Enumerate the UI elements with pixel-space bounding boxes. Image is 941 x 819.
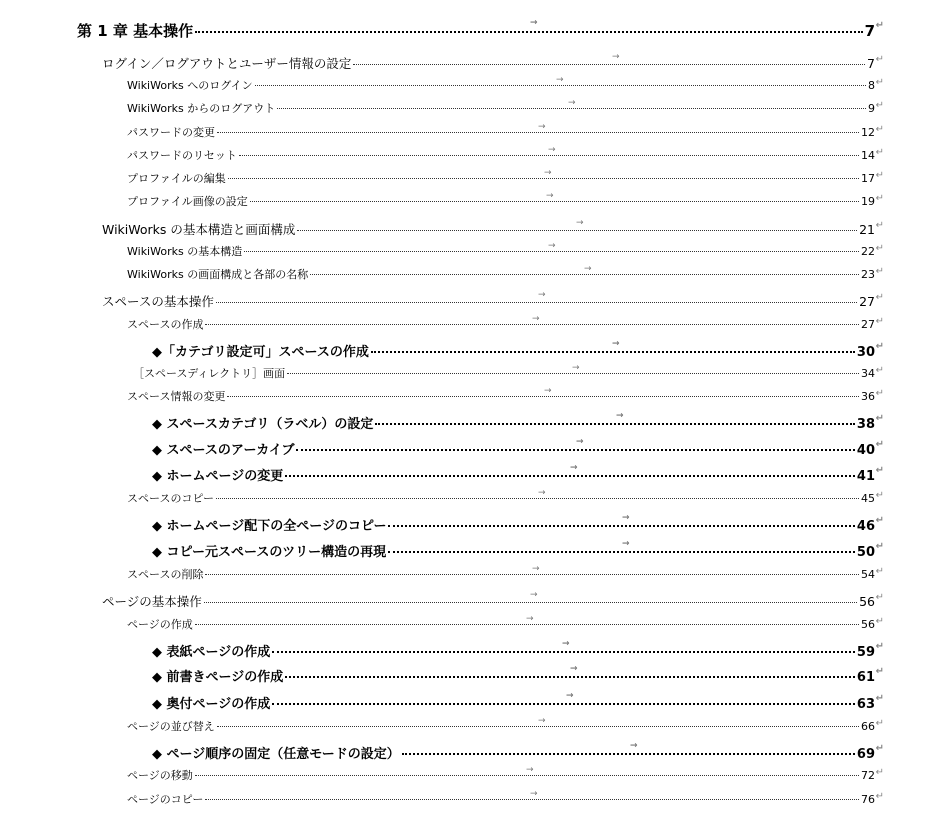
toc-entry[interactable] (152, 664, 884, 685)
toc-entry-title: スペースの基本操作 (102, 294, 214, 309)
paragraph-return-icon: ↵ (875, 616, 884, 627)
toc-entry-page: 54 (861, 568, 875, 581)
toc-entry-title: ページの並び替え (127, 720, 215, 733)
dot-leader (402, 753, 855, 755)
toc-entry-title: プロファイル画像の設定 (127, 195, 248, 208)
toc-entry-title: スペースの削除 (127, 568, 204, 581)
dot-leader (195, 31, 862, 33)
toc-entry-title: ◆ 前書きページの作成 (152, 670, 284, 685)
dot-leader (388, 551, 855, 553)
toc-entry[interactable] (127, 145, 884, 163)
toc-entry-page: 22 (861, 245, 875, 258)
toc-entry[interactable] (152, 639, 884, 660)
tab-mark-icon: → (562, 639, 570, 649)
toc-entry-title: パスワードのリセット (127, 149, 237, 162)
toc-entry[interactable] (152, 513, 884, 534)
toc-entry-page: 8 (868, 79, 875, 92)
toc-entry[interactable] (127, 614, 884, 632)
paragraph-return-icon: ↵ (875, 388, 884, 399)
dot-leader (195, 624, 859, 625)
paragraph-return-icon: ↵ (875, 193, 884, 204)
dot-leader (296, 449, 854, 451)
tab-mark-icon: → (612, 52, 620, 62)
dot-leader (250, 201, 859, 202)
dot-leader (297, 230, 857, 231)
toc-entry-page: 21 (859, 222, 875, 237)
tab-mark-icon: → (530, 590, 538, 600)
toc-entry[interactable] (102, 590, 884, 610)
toc-entry-page: 45 (861, 492, 875, 505)
toc-entry-title: ［スペースディレクトリ］画面 (133, 367, 286, 380)
toc-entry[interactable] (127, 386, 884, 404)
tab-mark-icon: → (622, 513, 630, 523)
toc-entry[interactable] (127, 191, 884, 209)
toc-entry-title: ページの基本操作 (102, 594, 202, 609)
toc-entry-title: ◆ 表紙ページの作成 (152, 645, 271, 660)
toc-entry-title: ログイン／ログアウトとユーザー情報の設定 (102, 56, 352, 71)
dot-leader (353, 64, 865, 65)
paragraph-return-icon: ↵ (875, 292, 884, 303)
toc-entry[interactable] (152, 741, 884, 762)
toc-entry-title: ◆ ホームページの変更 (152, 469, 284, 484)
toc-entry-title: ◆ ページ順序の固定（任意モードの設定） (152, 747, 400, 762)
paragraph-return-icon: ↵ (875, 439, 884, 450)
toc-entry[interactable] (127, 765, 884, 783)
toc-entry-page: 59 (856, 645, 875, 660)
paragraph-return-icon: ↵ (875, 791, 884, 802)
tab-mark-icon: → (538, 488, 546, 498)
paragraph-return-icon: ↵ (875, 77, 884, 88)
paragraph-return-icon: ↵ (875, 266, 884, 277)
toc-entry[interactable] (127, 241, 884, 259)
paragraph-return-icon: ↵ (875, 54, 884, 65)
toc-entry-title: スペースの作成 (127, 318, 204, 331)
toc-entry-page: 14 (861, 149, 875, 162)
tab-mark-icon: → (538, 290, 546, 300)
paragraph-return-icon: ↵ (875, 490, 884, 501)
paragraph-return-icon: ↵ (875, 641, 884, 652)
toc-entry-page: 76 (861, 793, 875, 806)
paragraph-return-icon: ↵ (875, 124, 884, 135)
paragraph-return-icon: ↵ (875, 100, 884, 111)
tab-mark-icon: → (532, 314, 540, 324)
toc-entry-title: ページのコピー (127, 793, 204, 806)
paragraph-return-icon: ↵ (875, 243, 884, 254)
dot-leader (375, 423, 855, 425)
toc-entry-page: 66 (861, 720, 875, 733)
toc-entry-title: ◆「カテゴリ設定可」スペースの作成 (152, 345, 369, 360)
paragraph-return-icon: ↵ (875, 515, 884, 526)
toc-entry[interactable] (133, 363, 884, 381)
tab-mark-icon: → (538, 716, 546, 726)
toc-entry-page: 23 (861, 268, 875, 281)
toc-entry-title: パスワードの変更 (127, 126, 215, 139)
paragraph-return-icon: ↵ (875, 413, 884, 424)
tab-mark-icon: → (532, 564, 540, 574)
dot-leader (272, 651, 855, 653)
toc-entry[interactable] (127, 264, 884, 282)
tab-mark-icon: → (530, 789, 538, 799)
toc-entry-page: 38 (856, 417, 875, 432)
toc-entry[interactable] (127, 564, 884, 582)
paragraph-return-icon: ↵ (875, 767, 884, 778)
dot-leader (310, 274, 859, 275)
dot-leader (195, 775, 859, 776)
dot-leader (285, 676, 855, 678)
toc-entry-page: 36 (861, 390, 875, 403)
toc-entry-title: WikiWorks からのログアウト (127, 102, 276, 115)
toc-entry-page: 72 (861, 769, 875, 782)
tab-mark-icon: → (544, 386, 552, 396)
dot-leader (272, 703, 855, 705)
toc-entry-page: 56 (861, 618, 875, 631)
paragraph-return-icon: ↵ (875, 592, 884, 603)
toc-entry-page: 19 (861, 195, 875, 208)
toc-entry-title: WikiWorks の基本構造と画面構成 (102, 222, 296, 237)
paragraph-return-icon: ↵ (875, 566, 884, 577)
tab-mark-icon: → (570, 463, 578, 473)
toc-entry-title: ◆ スペースカテゴリ（ラベル）の設定 (152, 417, 374, 432)
tab-mark-icon: → (630, 741, 638, 751)
toc-entry-page: 40 (856, 443, 875, 458)
tab-mark-icon: → (538, 122, 546, 132)
paragraph-return-icon: ↵ (875, 365, 884, 376)
toc-entry-page: 12 (861, 126, 875, 139)
paragraph-return-icon: ↵ (875, 341, 884, 352)
toc-entry-title: ページの作成 (127, 618, 193, 631)
paragraph-return-icon: ↵ (875, 718, 884, 729)
toc-entry-title: WikiWorks の基本構造 (127, 245, 243, 258)
toc-entry-title: WikiWorks の画面構成と各部の名称 (127, 268, 309, 281)
tab-mark-icon: → (584, 264, 592, 274)
toc-entry[interactable] (127, 98, 884, 116)
toc-entry-page: 34 (861, 367, 875, 380)
dot-leader (255, 85, 866, 86)
toc-entry[interactable] (152, 691, 884, 712)
paragraph-return-icon: ↵ (875, 20, 884, 31)
toc-entry[interactable] (152, 463, 884, 484)
toc-entry-title: スペース情報の変更 (127, 390, 226, 403)
dot-leader (217, 726, 859, 727)
dot-leader (217, 132, 859, 133)
tab-mark-icon: → (566, 691, 574, 701)
tab-mark-icon: → (576, 218, 584, 228)
dot-leader (204, 602, 857, 603)
tab-mark-icon: → (548, 241, 556, 251)
dot-leader (205, 324, 859, 325)
paragraph-return-icon: ↵ (875, 170, 884, 181)
toc-entry[interactable] (127, 122, 884, 140)
toc-entry[interactable] (152, 411, 884, 432)
toc-entry[interactable] (127, 716, 884, 734)
dot-leader (216, 498, 859, 499)
toc-entry-page: 30 (856, 345, 875, 360)
toc-entry[interactable] (127, 789, 884, 807)
tab-mark-icon: → (526, 614, 534, 624)
toc-entry[interactable] (102, 290, 884, 310)
tab-mark-icon: → (526, 765, 534, 775)
dot-leader (371, 351, 855, 353)
toc-entry-title: ◆ 奥付ページの作成 (152, 697, 271, 712)
toc-entry-page: 41 (856, 469, 875, 484)
tab-mark-icon: → (576, 437, 584, 447)
paragraph-return-icon: ↵ (875, 743, 884, 754)
toc-entry[interactable] (127, 75, 884, 93)
toc-entry[interactable] (127, 314, 884, 332)
tab-mark-icon: → (612, 339, 620, 349)
toc-entry-page: 50 (856, 545, 875, 560)
tab-mark-icon: → (546, 191, 554, 201)
toc-entry-page: 69 (856, 747, 875, 762)
paragraph-return-icon: ↵ (875, 465, 884, 476)
dot-leader (227, 396, 859, 397)
toc-entry-title: ◆ スペースのアーカイブ (152, 443, 295, 458)
toc-entry-page: 7 (867, 56, 875, 71)
toc-entry[interactable] (102, 218, 884, 238)
toc-entry-page: 27 (861, 318, 875, 331)
tab-mark-icon: → (548, 145, 556, 155)
toc-entry-title: ◆ コピー元スペースのツリー構造の再現 (152, 545, 387, 560)
toc-entry[interactable] (127, 168, 884, 186)
paragraph-return-icon: ↵ (875, 316, 884, 327)
toc-entry[interactable] (152, 437, 884, 458)
tab-mark-icon: → (544, 168, 552, 178)
dot-leader (285, 475, 855, 477)
paragraph-return-icon: ↵ (875, 693, 884, 704)
tab-mark-icon: → (530, 18, 538, 28)
dot-leader (228, 178, 859, 179)
toc-entry-title: WikiWorks へのログイン (127, 79, 253, 92)
toc-entry-page: 17 (861, 172, 875, 185)
dot-leader (239, 155, 859, 156)
paragraph-return-icon: ↵ (875, 666, 884, 677)
toc-entry-page: 9 (868, 102, 875, 115)
toc-entry[interactable] (127, 488, 884, 506)
toc-entry[interactable] (77, 18, 884, 41)
toc-entry-page: 46 (856, 519, 875, 534)
toc-entry-title: スペースのコピー (127, 492, 215, 505)
tab-mark-icon: → (616, 411, 624, 421)
toc-entry-title: ページの移動 (127, 769, 193, 782)
paragraph-return-icon: ↵ (875, 147, 884, 158)
dot-leader (277, 108, 866, 109)
dot-leader (205, 799, 859, 800)
dot-leader (216, 302, 857, 303)
tab-mark-icon: → (570, 664, 578, 674)
toc-entry-title: プロファイルの編集 (127, 172, 226, 185)
toc-entry-title: ◆ ホームページ配下の全ページのコピー (152, 519, 387, 534)
dot-leader (388, 525, 854, 527)
toc-entry-page: 7 (864, 22, 875, 40)
dot-leader (244, 251, 859, 252)
toc-entry-page: 61 (856, 670, 875, 685)
tab-mark-icon: → (568, 98, 576, 108)
dot-leader (205, 574, 859, 575)
toc-entry[interactable] (152, 539, 884, 560)
toc-entry-page: 56 (859, 594, 875, 609)
tab-mark-icon: → (556, 75, 564, 85)
toc-entry[interactable] (152, 339, 884, 360)
toc-entry-page: 27 (859, 294, 875, 309)
tab-mark-icon: → (622, 539, 630, 549)
toc-entry[interactable] (102, 52, 884, 72)
dot-leader (287, 373, 859, 374)
toc-entry-title: 第 1 章 基本操作 (77, 22, 194, 40)
paragraph-return-icon: ↵ (875, 220, 884, 231)
toc-entry-page: 63 (856, 697, 875, 712)
tab-mark-icon: → (572, 363, 580, 373)
paragraph-return-icon: ↵ (875, 541, 884, 552)
